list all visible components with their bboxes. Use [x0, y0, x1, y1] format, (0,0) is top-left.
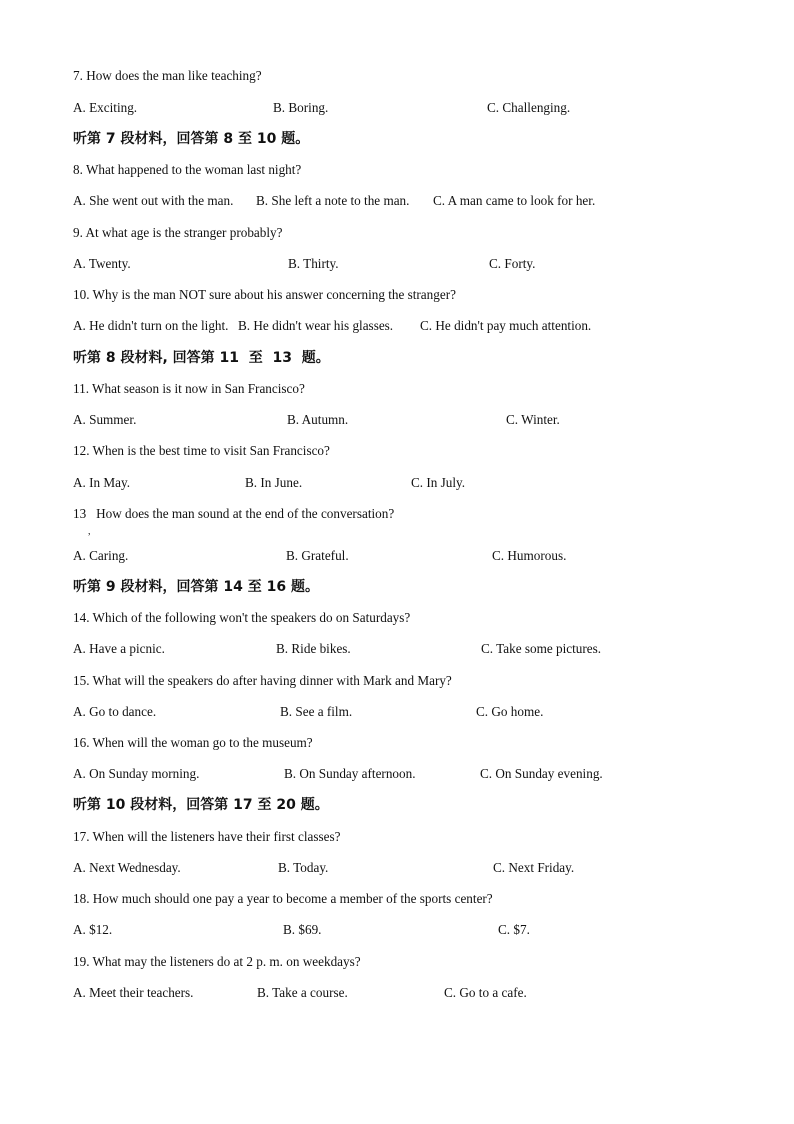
- question-10: 10. Why is the man NOT sure about his answer concerning the stranger?: [73, 287, 456, 302]
- q9-option-c: C. Forty.: [489, 256, 536, 271]
- q14-option-a: A. Have a picnic.: [73, 641, 165, 656]
- q11-option-a: A. Summer.: [73, 412, 137, 427]
- section-8-heading: 听第 8 段材料, 回答第 11 至 13 题。: [73, 350, 330, 366]
- q7-option-b: B. Boring.: [273, 100, 329, 115]
- q17-option-b: B. Today.: [278, 860, 329, 875]
- q18-option-a: A. $12.: [73, 922, 113, 937]
- section-10-heading: 听第 10 段材料，回答第 17 至 20 题。: [73, 797, 329, 813]
- stray-mark: ,: [88, 526, 91, 537]
- question-16: 16. When will the woman go to the museum?: [73, 735, 313, 750]
- q19-option-a: A. Meet their teachers.: [73, 985, 194, 1000]
- q10-option-a: A. He didn't turn on the light.: [73, 318, 229, 333]
- q16-option-c: C. On Sunday evening.: [480, 766, 603, 781]
- question-19: 19. What may the listeners do at 2 p. m. on weekdays?: [73, 954, 361, 969]
- q11-option-b: B. Autumn.: [287, 412, 349, 427]
- q11-option-c: C. Winter.: [506, 412, 560, 427]
- question-14: 14. Which of the following won't the speakers do on Saturdays?: [73, 610, 411, 625]
- q13-option-b: B. Grateful.: [286, 548, 349, 563]
- question-18: 18. How much should one pay a year to become a member of the sports center?: [73, 891, 493, 906]
- q19-option-c: C. Go to a cafe.: [444, 985, 527, 1000]
- q17-option-a: A. Next Wednesday.: [73, 860, 181, 875]
- q7-option-a: A. Exciting.: [73, 100, 138, 115]
- q8-option-a: A. She went out with the man.: [73, 193, 234, 208]
- question-8: 8. What happened to the woman last night?: [73, 162, 302, 177]
- q19-option-b: B. Take a course.: [257, 985, 348, 1000]
- question-13: 13 How does the man sound at the end of the conversation?: [73, 506, 395, 521]
- q13-option-c: C. Humorous.: [492, 548, 567, 563]
- q16-option-a: A. On Sunday morning.: [73, 766, 200, 781]
- q17-option-c: C. Next Friday.: [493, 860, 575, 875]
- q15-option-b: B. See a film.: [280, 704, 353, 719]
- section-7-heading: 听第 7 段材料，回答第 8 至 10 题。: [73, 131, 310, 147]
- question-12: 12. When is the best time to visit San Francisco?: [73, 443, 330, 458]
- q15-option-a: A. Go to dance.: [73, 704, 157, 719]
- q9-option-a: A. Twenty.: [73, 256, 131, 271]
- q7-option-c: C. Challenging.: [487, 100, 571, 115]
- q16-option-b: B. On Sunday afternoon.: [284, 766, 416, 781]
- q18-option-c: C. $7.: [498, 922, 530, 937]
- q14-option-b: B. Ride bikes.: [276, 641, 351, 656]
- q13-option-a: A. Caring.: [73, 548, 129, 563]
- q15-option-c: C. Go home.: [476, 704, 544, 719]
- q12-option-b: B. In June.: [245, 475, 303, 490]
- q12-option-c: C. In July.: [411, 475, 466, 490]
- q10-option-c: C. He didn't pay much attention.: [420, 318, 592, 333]
- question-15: 15. What will the speakers do after having dinner with Mark and Mary?: [73, 673, 452, 688]
- question-7: 7. How does the man like teaching?: [73, 68, 262, 83]
- q9-option-b: B. Thirty.: [288, 256, 339, 271]
- section-9-heading: 听第 9 段材料，回答第 14 至 16 题。: [73, 579, 319, 595]
- q14-option-c: C. Take some pictures.: [481, 641, 602, 656]
- q12-option-a: A. In May.: [73, 475, 131, 490]
- q8-option-c: C. A man came to look for her.: [433, 193, 596, 208]
- question-17: 17. When will the listeners have their first classes?: [73, 829, 341, 844]
- question-11: 11. What season is it now in San Francisco?: [73, 381, 305, 396]
- q18-option-b: B. $69.: [283, 922, 322, 937]
- q8-option-b: B. She left a note to the man.: [256, 193, 410, 208]
- question-9: 9. At what age is the stranger probably?: [73, 225, 283, 240]
- q10-option-b: B. He didn't wear his glasses.: [238, 318, 394, 333]
